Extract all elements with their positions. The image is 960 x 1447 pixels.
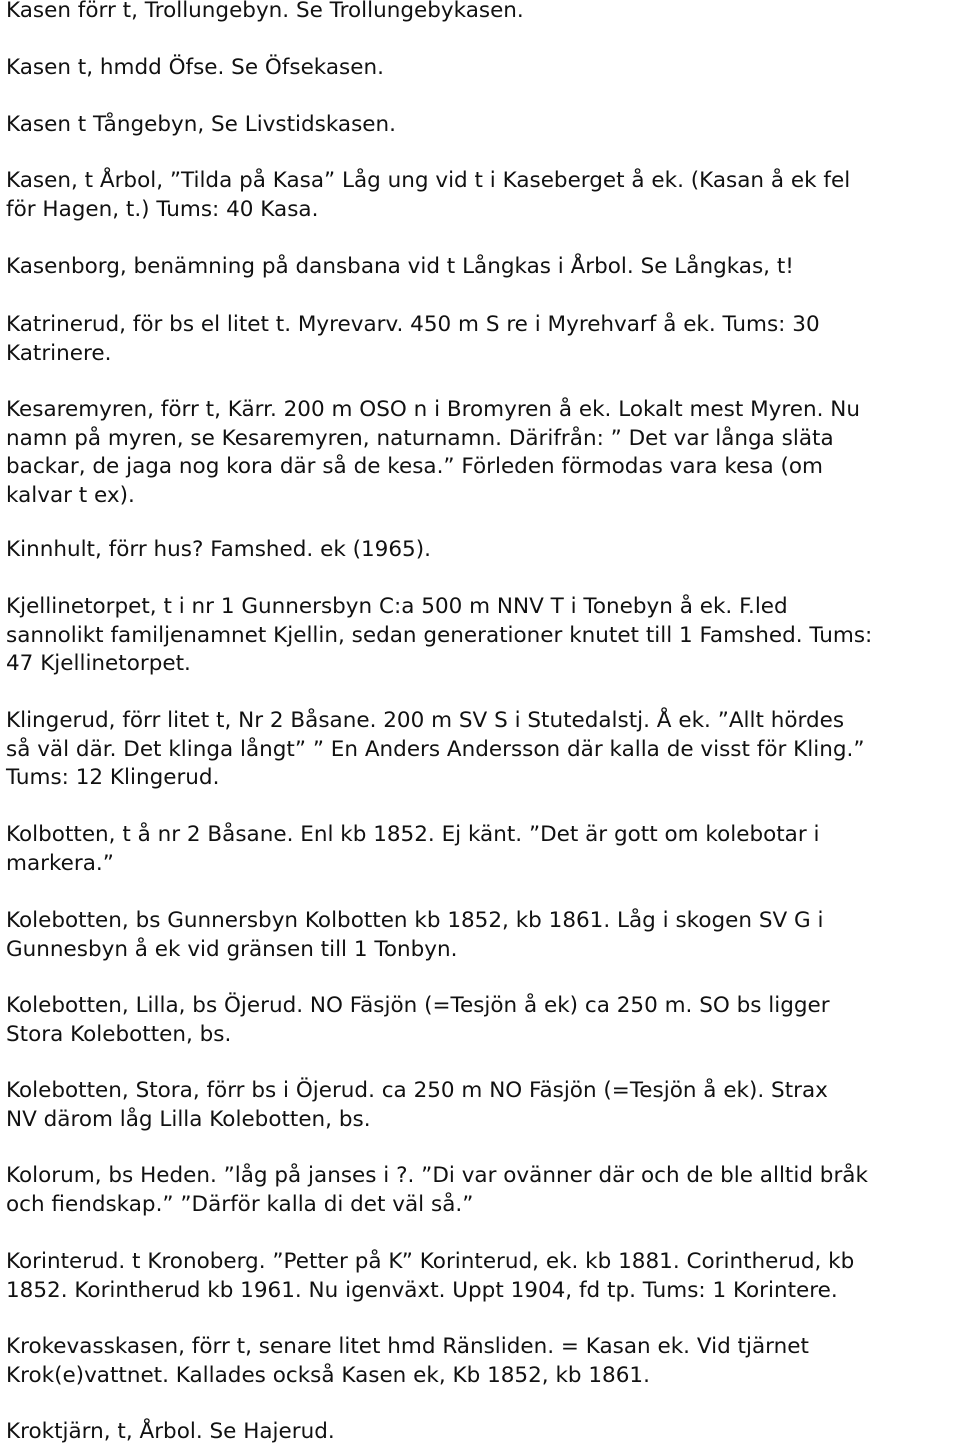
entry-line: Kolebotten, bs Gunnersbyn Kolbotten kb 1852, kb 1861. Låg i skogen SV G i [6,908,824,933]
entry-korinterud [6,1248,854,1305]
entry-line: och fiendskap.” ”Därför kalla di det väl så.” [6,1191,474,1217]
entry-line: Krokevasskasen, förr t, senare litet hmd Ränsliden. = Kasan ek. Vid tjärnet [6,1334,809,1359]
entry-line: backar, de jaga nog kora där så de kesa.” Förleden förmodas vara kesa (om [6,454,823,480]
entry-line: Kinnhult, förr hus? Famshed. ek (1965). [6,537,431,562]
entry-kolbotten [6,821,820,878]
entry-line: Kroktjärn, t, Årbol. Se Hajerud. [6,1419,335,1444]
entry-kjellinetorpet [6,593,872,679]
entry-line: Kolorum, bs Heden. ”låg på janses i ?. ”Di var ovänner där och de ble alltid bråk [6,1163,868,1188]
entry-klingerud [6,707,864,793]
entry-ofse [6,54,384,83]
entry-line: Stora Kolebotten, bs. [6,1021,232,1047]
entry-line: Kasenborg, benämning på dansbana vid t Långkas i Årbol. Se Långkas, t! [6,254,794,279]
entry-line: Kasen förr t, Trollungebyn. Se Trollungebykasen. [6,0,524,23]
entry-line: namn på myren, se Kesaremyren, naturnamn. Därifrån: ” Det var långa släta [6,425,834,451]
entry-kolebotten-gunnersbyn [6,907,824,964]
entry-line: Krok(e)vattnet. Kallades också Kasen ek, Kb 1852, kb 1861. [6,1362,650,1388]
entry-kolebotten-lilla [6,992,830,1049]
entry-line: Gunnesbyn å ek vid gränsen till 1 Tonbyn. [6,936,458,962]
entry-kroktjarn [6,1418,335,1447]
entry-line: kalvar t ex). [6,482,135,508]
entry-line: Kjellinetorpet, t i nr 1 Gunnersbyn C:a 500 m NNV T i Tonebyn å ek. F.led [6,594,788,619]
entry-kesaremyren [6,396,860,510]
entry-katrinerud [6,311,820,368]
entry-krokevasskasen [6,1333,809,1390]
entry-kasenborg [6,253,794,282]
entry-line: Kolbotten, t å nr 2 Båsane. Enl kb 1852. Ej känt. ”Det är gott om kolebotar i [6,822,820,847]
entry-trollungebyn [6,0,524,26]
entry-line: Kolebotten, Lilla, bs Öjerud. NO Fäsjön (=Tesjön å ek) ca 250 m. SO bs ligger [6,993,830,1018]
entry-line: Katrinere. [6,340,112,366]
entry-line: Korinterud. t Kronoberg. ”Petter på K” Korinterud, ek. kb 1881. Corintherud, kb [6,1249,855,1274]
entry-line: Kolebotten, Stora, förr bs i Öjerud. ca 250 m NO Fäsjön (=Tesjön å ek). Strax [6,1078,828,1103]
entry-line: Kasen t, hmdd Öfse. Se Öfsekasen. [6,55,384,80]
entry-line: för Hagen, t.) Tums: 40 Kasa. [6,196,319,222]
entry-line: Katrinerud, för bs el litet t. Myrevarv. 450 m S re i Myrehvarf å ek. Tums: 30 [6,312,820,337]
entry-line: markera.” [6,850,114,876]
entry-line: NV därom låg Lilla Kolebotten, bs. [6,1106,371,1132]
entry-line: Kesaremyren, förr t, Kärr. 200 m OSO n i Bromyren å ek. Lokalt mest Myren. Nu [6,397,860,422]
entry-line: sannolikt familjenamnet Kjellin, sedan generationer knutet till 1 Famshed. Tums: [6,622,873,648]
entry-line: så väl där. Det klinga långt” ” En Anders Andersson där kalla de visst för Kling.” [6,736,865,762]
entry-line: Tums: 12 Klingerud. [6,765,220,791]
entry-line: Kasen t Tångebyn, Se Livstidskasen. [6,112,396,137]
entry-kolebotten-stora [6,1077,828,1134]
entry-line: 47 Kjellinetorpet. [6,651,191,677]
entry-line: Klingerud, förr litet t, Nr 2 Båsane. 200 m SV S i Stutedalstj. Å ek. ”Allt hördes [6,708,845,733]
entry-line: Kasen, t Årbol, ”Tilda på Kasa” Låg ung vid t i Kaseberget å ek. (Kasan å ek fel [6,168,851,193]
entry-tangebyn [6,111,396,140]
entry-line: 1852. Korintherud kb 1961. Nu igenväxt. Uppt 1904, fd tp. Tums: 1 Korintere. [6,1277,838,1303]
entry-kolorum [6,1162,868,1219]
entry-kinnhult [6,536,431,565]
entry-kasen-arbol [6,167,850,224]
